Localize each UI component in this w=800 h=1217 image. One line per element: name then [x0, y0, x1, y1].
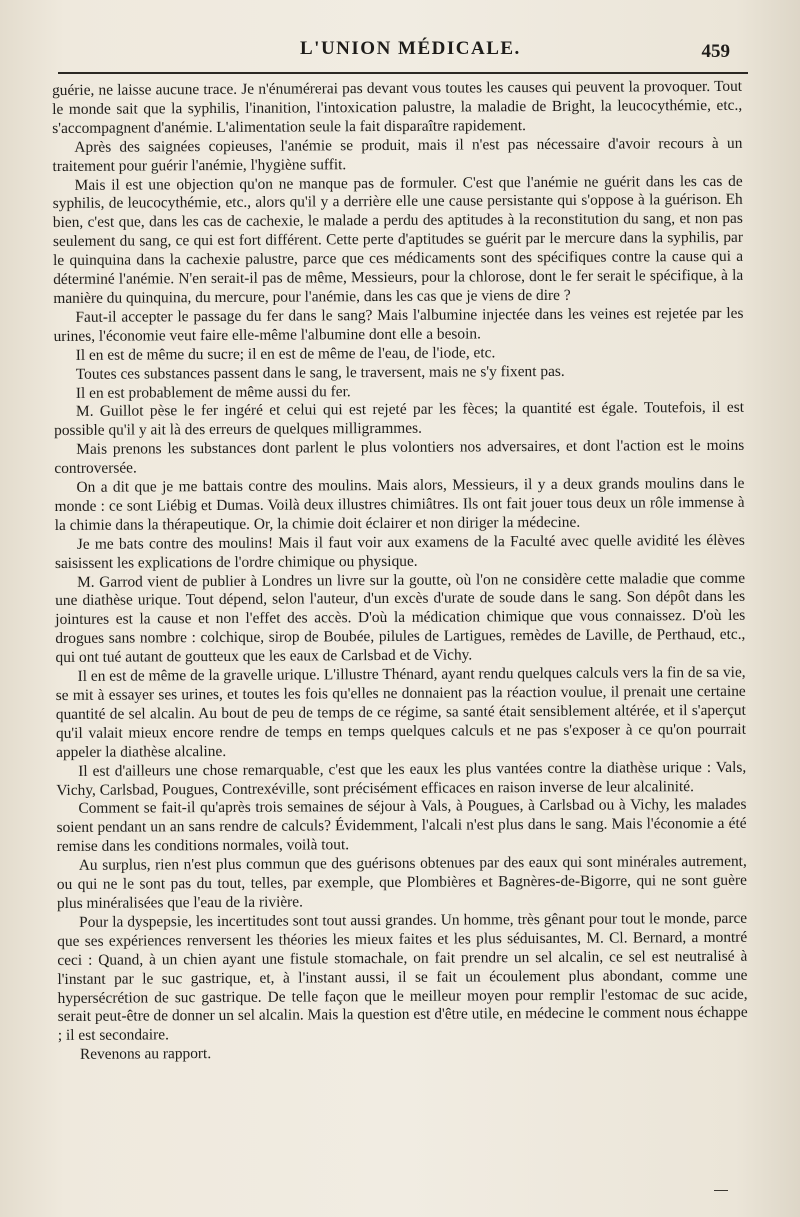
paragraph: Au surplus, rien n'est plus commun que des guérisons obtenues par des eaux qui sont minérales autrement, ou qui ne le sont pas du tout, telles, par exemple, que Plombières et Bagnères-de-Bigorre, qui ne sont guère plus minéralisées que l'eau de la rivière.: [56, 852, 747, 912]
paragraph: Mais il est une objection qu'on ne manque pas de formuler. C'est que l'anémie ne guérit dans les cas de syphilis, de leucocythémie, etc., alors qu'il y a derrière elle une cause persistante qui s'oppose à la guérison. Eh bien, c'est que, dans les cas de cachexie, le malade a perdu des aptitudes à la reconstitution du sang, et non pas seulement du sang, ce qui est fort différent. Cette perte d'aptitudes se guérit par le mercure dans la syphilis, par le quinquina dans la cachexie palustre, parce que ces médicaments sont des spécifiques contre la cause qui a déterminé l'anémie. N'en serait-il pas de même, Messieurs, pour la chlorose, dont le fer serait le spécifique, à la manière du quinquina, du mercure, pour l'anémie, dans les cas que je viens de dire ?: [52, 172, 744, 307]
page-number: 459: [701, 41, 730, 62]
paragraph: Mais prenons les substances dont parlent le plus volontiers nos adversaires, et dont l'action est le moins controversée.: [54, 436, 745, 478]
paragraph: On a dit que je me battais contre des moulins. Mais alors, Messieurs, il y a deux grands moulins dans le monde : ce sont Liébig et Dumas. Voilà deux illustres chimiâtres. Ils ont fait jouer tous deux un rôle immense à la chimie dans la thérapeutique. Or, la chimie doit éclairer et non diriger la médecine.: [54, 474, 745, 534]
paragraph: Faut-il accepter le passage du fer dans le sang? Mais l'albumine injectée dans les veines est rejetée par les urines, l'économie veut faire elle-même l'albumine dont elle a besoin.: [53, 304, 744, 345]
paragraph: Revenons au rapport.: [79, 1045, 212, 1064]
paragraph: Il en est de même de la gravelle urique. L'illustre Thénard, ayant rendu quelques calculs vers la fin de sa vie, se mit à essayer ses urines, et toutes les fois qu'elles ne donnaient pas la réaction voulue, il prenait une certaine quantité de sel alcalin. Au bout de peu de temps de ce régime, sa santé était sensiblement altérée, et il s'aperçut qu'il valait mieux encore rendre de temps en temps quelques calculs et ne pas s'exposer à ce qu'on pourrait appeler la diathèse alcaline.: [55, 663, 747, 761]
footer-dash: [714, 1190, 728, 1191]
page-header: [0, 36, 800, 76]
paragraph: M. Garrod vient de publier à Londres un livre sur la goutte, où l'on ne considère cette maladie que comme une diathèse urique. Tout dépend, selon l'auteur, d'un excès d'urate de soude dans le sang. Son dépôt dans les jointures est la cause et non l'effet des accès. D'où la médication chimique que vous connaissez. D'où les drogues sans nombre : colchique, sirop de Boubée, pilules de Lartigues, remèdes de Laville, de Perthaud, etc., qui ont tué autant de goutteux que les eaux de Carlsbad et de Vichy.: [55, 569, 746, 667]
running-title: L'UNION MÉDICALE.: [300, 38, 521, 59]
paragraph: Après des saignées copieuses, l'anémie se produit, mais il n'est pas nécessaire d'avoir recours à un traitement pour guérir l'anémie, l'hygiène suffit.: [52, 134, 743, 175]
paragraph: Il en est probablement de même aussi du fer.: [75, 382, 351, 402]
paragraph: Je me bats contre des moulins! Mais il faut voir aux examens de la Faculté avec quelle avidité les élèves saisissent les explications de l'ordre chimique ou physique.: [54, 531, 745, 572]
body-text: [52, 78, 748, 1065]
paragraph: Il est d'ailleurs une chose remarquable, c'est que les eaux les plus vantées contre la diathèse urique : Vals, Vichy, Carlsbad, Pougues, Contrexéville, sont précisément efficaces en raison inverse de leur alcalinité.: [56, 758, 747, 799]
paragraph: Pour la dyspepsie, les incertitudes sont tout aussi grandes. Un homme, très gênant pour tout le monde, parce que ses expériences renversent les théories les mieux faites et les plus séduisantes, M. Cl. Bernard, a montré ceci : Quand, à un chien ayant une fistule stomachale, on fait prendre un sel alcalin, ce sel est neutralisé à l'instant par le suc gastrique, et, à l'instant aussi, il se fait un écoulement plus abondant, comme une hypersécrétion de suc gastrique. De telle façon que le meilleur moyen pour remplir l'estomac de suc acide, serait peut-être de donner un sel alcalin. Mais la question est d'être utile, en médecine le comment nous échappe ; il est secondaire.: [57, 909, 748, 1045]
paragraph: guérie, ne laisse aucune trace. Je n'énumérerai pas devant vous toutes les causes qui peuvent la provoquer. Tout le monde sait que la syphilis, l'inanition, l'intoxication palustre, la maladie de Bright, la leucocythémie, etc., s'accompagnent d'anémie. L'alimentation seule la fait disparaître rapidement.: [52, 77, 743, 137]
paragraph: Il en est de même du sucre; il en est de même de l'eau, de l'iode, etc.: [75, 343, 496, 364]
paragraph: Comment se fait-il qu'après trois semaines de séjour à Vals, à Pougues, à Carlsbad ou à Vichy, les malades soient pendant un an sans rendre de calculs? Évidemment, l'alcali n'est plus dans le sang. Mais l'économie a été remise dans les conditions normales, voilà tout.: [56, 796, 747, 856]
paragraph: M. Guillot pèse le fer ingéré et celui qui est rejeté par les fèces; la quantité est égale. Toutefois, il est possible qu'il y ait là des erreurs de quelques milligrammes.: [54, 399, 745, 440]
paragraph: Toutes ces substances passent dans le sang, le traversent, mais ne s'y fixent pas.: [75, 362, 565, 383]
header-rule: [58, 72, 748, 74]
